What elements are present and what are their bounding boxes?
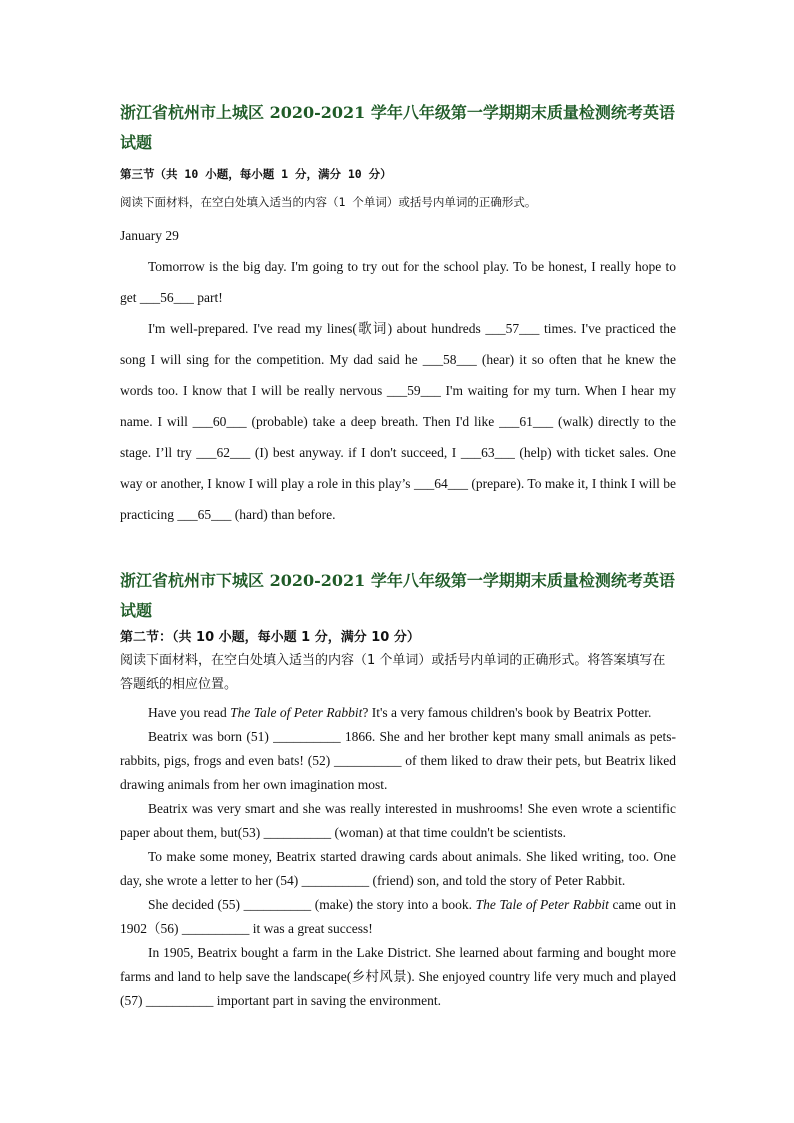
- section-instruction: 阅读下面材料，在空白处填入适当的内容（1 个单词）或括号内单词的正确形式。: [120, 195, 537, 209]
- passage-paragraph: [120, 893, 676, 941]
- section-title: 浙江省杭州市下城区 2020-2021 学年八年级第一学期期末质量检测统考英语试题: [120, 571, 675, 620]
- paragraph-text: ? It's a very famous children's book by Beatrix Potter.: [362, 705, 652, 720]
- book-title: The Tale of Peter Rabbit: [230, 705, 363, 720]
- paragraph-text: came out in 1902（56) __________ it was a great success!: [120, 897, 676, 936]
- book-title: The Tale of Peter Rabbit: [475, 897, 609, 912]
- passage-paragraph: To make some money, Beatrix started drawing cards about animals. She liked writing, too. One day, she wrote a letter to her (54) __________ (friend) son, and told the story of Peter Rabbit.: [120, 849, 676, 888]
- section-title: 浙江省杭州市上城区 2020-2021 学年八年级第一学期期末质量检测统考英语试题: [120, 103, 675, 152]
- section-subheading: 第三节（共 10 小题，每小题 1 分，满分 10 分）: [120, 167, 392, 181]
- passage-paragraph: Beatrix was born (51) __________ 1866. She and her brother kept many small animals as pets-rabbits, pigs, frogs and even bats! (52) __________ of them liked to draw their pets, but Beatrix liked drawing animals from her own imagination most.: [120, 729, 676, 792]
- passage-paragraph: Tomorrow is the big day. I'm going to try out for the school play. To be honest, I really hope to get ___56___ part!: [120, 259, 676, 305]
- diary-date: January 29: [120, 228, 179, 243]
- section-xiacheng: [120, 566, 676, 1013]
- passage-paragraph: Beatrix was very smart and she was really interested in mushrooms! She even wrote a scientific paper about them, but(53) __________ (woman) at that time couldn't be scientists.: [120, 801, 676, 840]
- paragraph-text: She decided (55) __________ (make) the story into a book.: [148, 897, 476, 912]
- passage-paragraph: I'm well-prepared. I've read my lines(歌词) about hundreds ___57___ times. I've practiced the song I will sing for the competition. My dad said he ___58___ (hear) it so often that he knew the words too. I know that I will be really nervous ___59___ I'm waiting for my turn. When I hear my name. I will ___60___ (probable) take a deep breath. Then I'd like ___61___ (walk) directly to the stage. I’ll try ___62___ (I) best anyway. if I don't succeed, I ___63___ (help) with ticket sales. One way or another, I know I will play a role in this play’s ___64___ (prepare). To make it, I think I will be practicing ___65___ (hard) than before.: [120, 321, 676, 522]
- section-shangcheng: [120, 98, 676, 530]
- section-subheading: 第二节：（共 10 小题，每小题 1 分，满分 10 分）: [120, 630, 420, 645]
- paragraph-text: Have you read: [148, 705, 231, 720]
- passage-paragraph: [120, 701, 676, 725]
- passage-paragraph: In 1905, Beatrix bought a farm in the Lake District. She learned about farming and bought more farms and land to help save the landscape(乡村风景). She enjoyed country life very much and played (57) __________ important part in saving the environment.: [120, 945, 676, 1008]
- section-instruction: 阅读下面材料，在空白处填入适当的内容（1 个单词）或括号内单词的正确形式。将答案填写在答题纸的相应位置。: [120, 653, 666, 692]
